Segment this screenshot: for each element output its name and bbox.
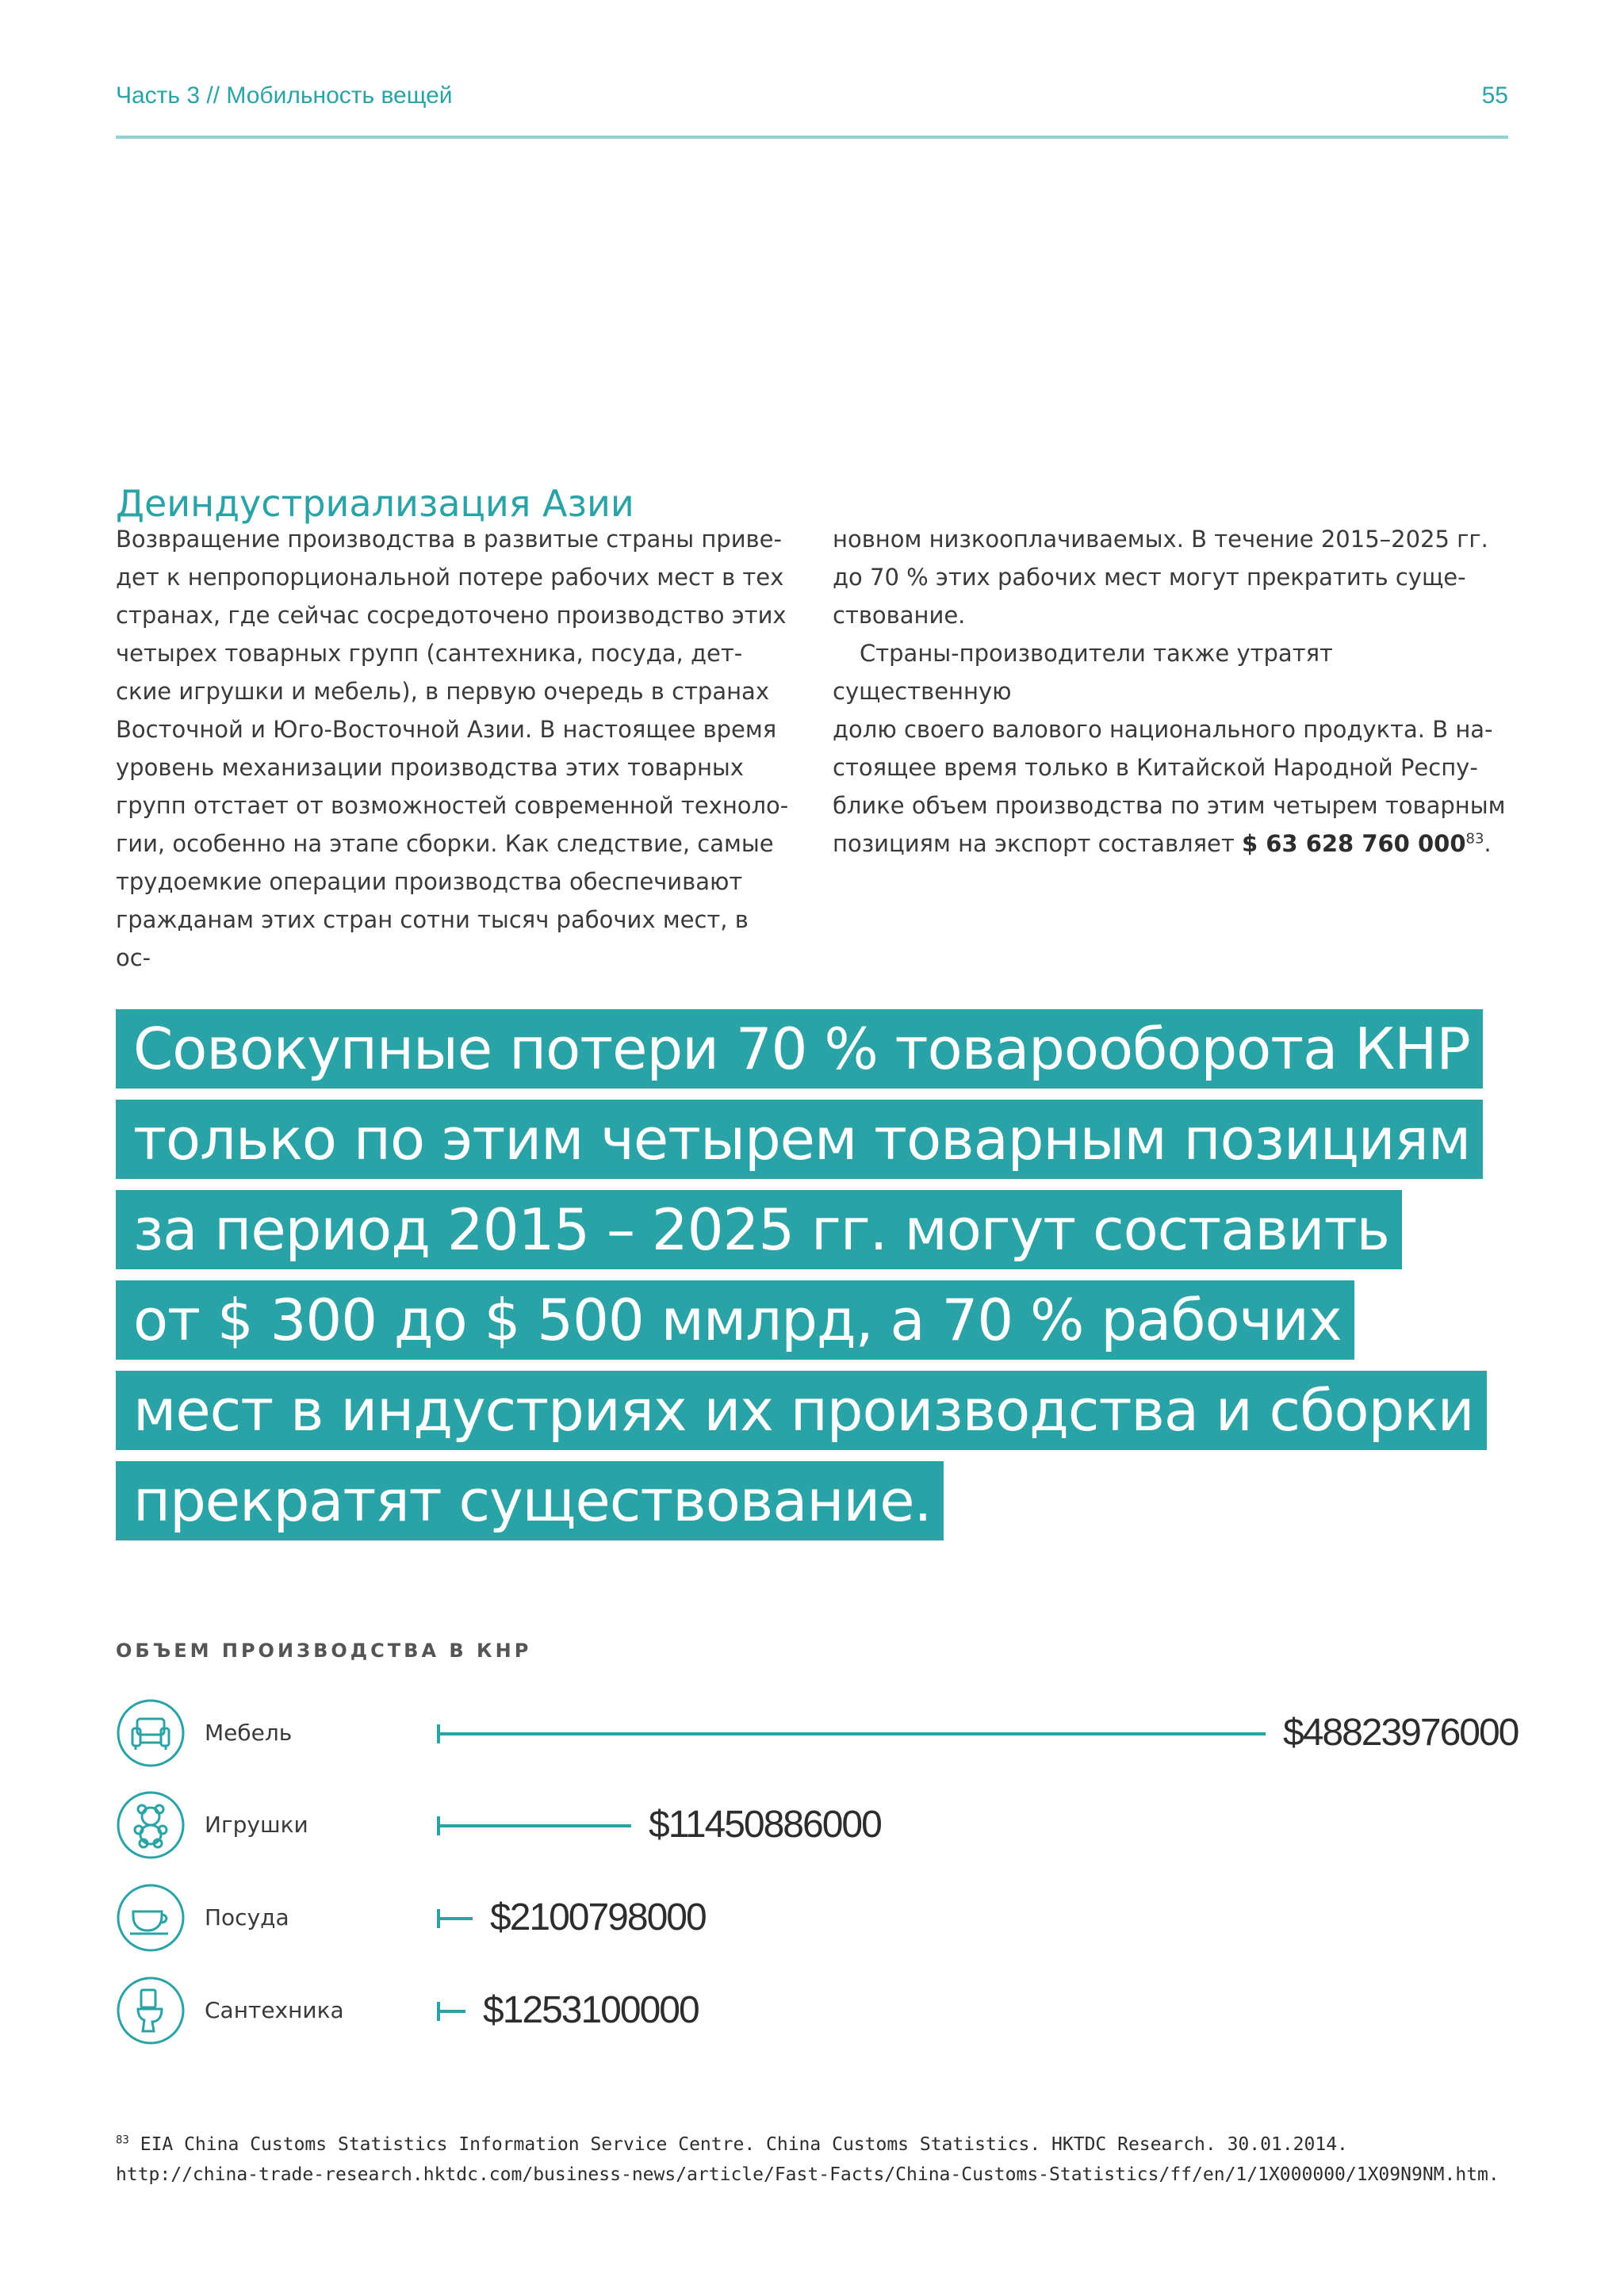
chart-row bbox=[116, 1976, 1511, 2047]
body-line: гражданам этих стран сотни тысяч рабочих мест, в ос- bbox=[116, 906, 749, 971]
footnote-ref: 83 bbox=[1465, 830, 1484, 848]
section-title: Деиндустриализация Азии bbox=[116, 482, 634, 526]
footnote bbox=[116, 2130, 1511, 2190]
body-line: Возвращение производства в развитые страны приве- bbox=[116, 526, 782, 553]
teacup-icon bbox=[116, 1883, 186, 1953]
category-label: Игрушки bbox=[205, 1812, 308, 1838]
body-line: ские игрушки и мебель), в первую очередь в странах bbox=[116, 678, 769, 705]
sofa-icon bbox=[116, 1698, 186, 1768]
chart-title: ОБЪЕМ ПРОИЗВОДСТВА В КНР bbox=[116, 1640, 532, 1662]
chart-row bbox=[116, 1790, 1511, 1862]
category-label: Мебель bbox=[205, 1720, 293, 1746]
body-line: групп отстает от возможностей современной техноло- bbox=[116, 792, 789, 819]
bar-santekhnika bbox=[437, 2010, 465, 2013]
body-line: Восточной и Юго-Восточной Азии. В настоящее время bbox=[116, 716, 777, 743]
body-line: долю своего валового национального продукта. В на- bbox=[833, 716, 1493, 743]
body-line: блике объем производства по этим четырем товарным bbox=[833, 792, 1506, 819]
period: . bbox=[1484, 830, 1492, 857]
body-line: новном низкооплачиваемых. В течение 2015–2025 гг. bbox=[833, 526, 1488, 553]
body-line: трудоемкие операции производства обеспечивают bbox=[116, 868, 743, 895]
body-line: стоящее время только в Китайской Народной Респу- bbox=[833, 754, 1478, 781]
bar-posuda bbox=[437, 1917, 473, 1920]
running-header-section: Часть 3 // Мобильность вещей bbox=[116, 82, 453, 109]
toilet-icon bbox=[116, 1976, 186, 2045]
pull-quote-line: Совокупные потери 70 % товарооборота КНР bbox=[116, 1009, 1483, 1089]
pull-quote-line: прекратят существование. bbox=[116, 1461, 944, 1540]
page-number: 55 bbox=[1481, 82, 1508, 109]
pull-quote-line: мест в индустриях их производства и сборки bbox=[116, 1371, 1487, 1450]
body-line: четырех товарных групп (сантехника, посуда, дет- bbox=[116, 640, 743, 667]
chart-row bbox=[116, 1698, 1519, 1770]
category-label: Посуда bbox=[205, 1904, 289, 1931]
body-line: дет к непропорциональной потере рабочих мест в тех bbox=[116, 564, 784, 591]
body-line: Страны-производители также утратят существенную bbox=[833, 640, 1333, 705]
body-line: странах, где сейчас сосредоточено производство этих bbox=[116, 602, 787, 629]
body-column-left bbox=[116, 520, 790, 977]
value-label: $11450886000 bbox=[649, 1804, 881, 1846]
body-line: гии, особенно на этапе сборки. Как следствие, самые bbox=[116, 830, 774, 857]
pull-quote bbox=[116, 1009, 1511, 1552]
bar-mebel bbox=[437, 1732, 1266, 1735]
teddy-bear-icon bbox=[116, 1790, 186, 1860]
category-label: Сантехника bbox=[205, 1997, 344, 2023]
chart-row bbox=[116, 1883, 1511, 1954]
value-label: $48823976000 bbox=[1283, 1712, 1519, 1754]
bar-igrushki bbox=[437, 1824, 631, 1827]
export-amount: $ 63 628 760 000 bbox=[1241, 830, 1466, 857]
pull-quote-line: от $ 300 до $ 500 ммлрд, а 70 % рабочих bbox=[116, 1280, 1354, 1360]
footnote-url: http://china-trade-research.hktdc.com/business-news/article/Fast-Facts/China-Customs-Statistics/ff/en/1/1X000000/1X09N9NM.htm. bbox=[116, 2164, 1500, 2185]
body-column-right bbox=[833, 520, 1515, 863]
pull-quote-line: за период 2015 – 2025 гг. могут составить bbox=[116, 1190, 1402, 1269]
footnote-text: EIA China Customs Statistics Information Service Centre. China Customs Statistics. HKTDC Research. 30.01.2014. bbox=[140, 2134, 1348, 2155]
value-label: $1253100000 bbox=[483, 1989, 699, 2031]
value-label: $2100798000 bbox=[490, 1896, 706, 1938]
header-divider bbox=[116, 136, 1508, 139]
footnote-line-1 bbox=[116, 2130, 1511, 2160]
body-line-last bbox=[833, 825, 1515, 863]
body-line: уровень механизации производства этих товарных bbox=[116, 754, 744, 781]
body-line: ствование. bbox=[833, 602, 966, 629]
pull-quote-line: только по этим четырем товарным позициям bbox=[116, 1100, 1483, 1179]
body-line: до 70 % этих рабочих мест могут прекратить суще- bbox=[833, 564, 1466, 591]
body-text: позициям на экспорт составляет bbox=[833, 830, 1242, 857]
footnote-number: 83 bbox=[116, 2133, 129, 2147]
